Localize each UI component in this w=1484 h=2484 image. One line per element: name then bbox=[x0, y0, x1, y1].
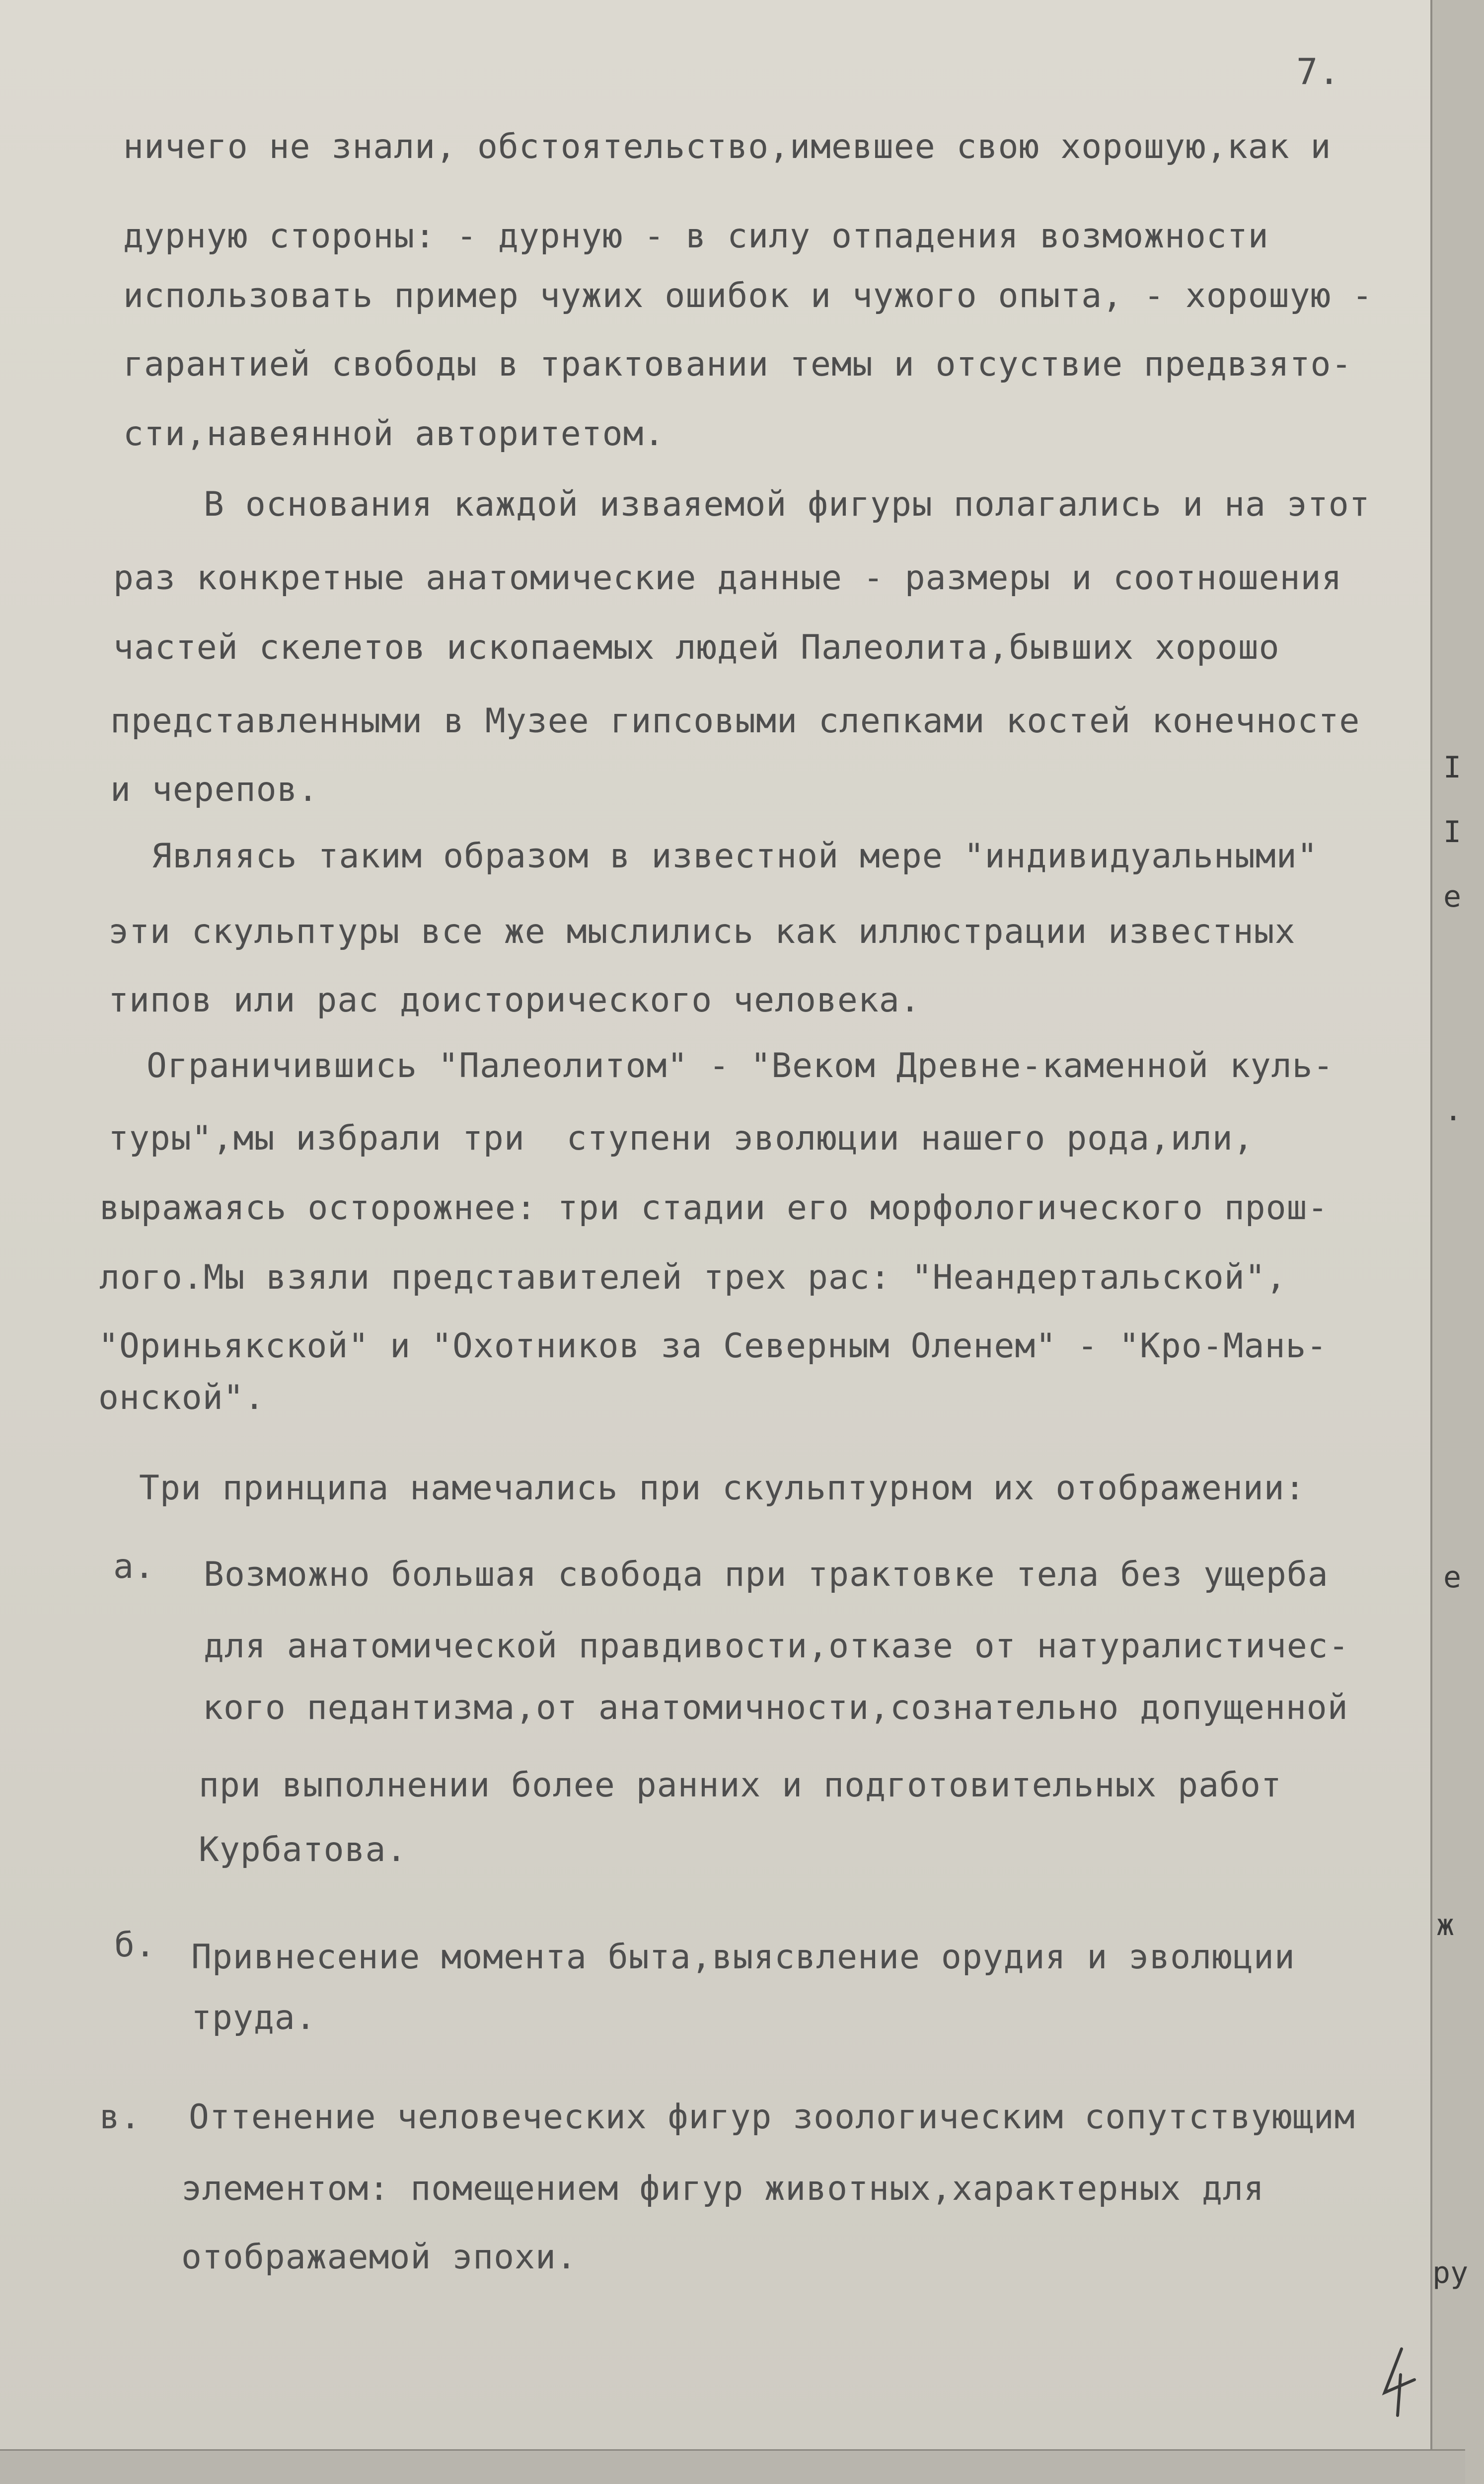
text-line: выражаясь осторожнее: три стадии его морфологического прош- bbox=[99, 1188, 1329, 1228]
text-line: труда. bbox=[191, 1998, 316, 2037]
text-line: кого педантизма,от анатомичности,сознательно допущенной bbox=[203, 1688, 1348, 1727]
list-marker: а. bbox=[113, 1547, 155, 1586]
margin-fragment: е bbox=[1443, 879, 1462, 914]
margin-fragment: ру bbox=[1432, 2255, 1469, 2290]
margin-fragment: I bbox=[1443, 750, 1462, 785]
text-line: Привнесение момента быта,выясвление орудия и эволюции bbox=[191, 1938, 1295, 1977]
margin-fragment: I bbox=[1443, 815, 1462, 850]
margin-fragment: ж bbox=[1436, 1908, 1455, 1942]
text-line: ничего не знали, обстоятельство,имевшее свою хорошую,как и bbox=[123, 127, 1332, 166]
text-line: типов или рас доисторического человека. bbox=[108, 981, 921, 1020]
text-line: онской". bbox=[98, 1378, 265, 1417]
text-line: и черепов. bbox=[110, 770, 319, 809]
text-line: гарантией свободы в трактовании темы и отсуствие предвзято- bbox=[123, 345, 1352, 384]
text-line: туры",мы избрали три ступени эволюции нашего рода,или, bbox=[108, 1119, 1254, 1158]
text-line: Оттенение человеческих фигур зоологическим сопутствующим bbox=[189, 2097, 1355, 2137]
text-line: для анатомической правдивости,отказе от натуралистичес- bbox=[204, 1627, 1349, 1666]
text-line: Являясь таким образом в известной мере "индивидуальными" bbox=[151, 837, 1318, 876]
text-line: дурную стороны: - дурную - в силу отпадения возможности bbox=[123, 217, 1269, 256]
text-line: частей скелетов ископаемых людей Палеолита,бывших хорошо bbox=[113, 628, 1280, 667]
text-line: эти скульптуры все же мыслились как иллюстрации известных bbox=[108, 912, 1296, 951]
margin-fragment: . bbox=[1444, 1093, 1463, 1128]
text-line: сти,навеянной авторитетом. bbox=[123, 414, 665, 454]
list-marker: б. bbox=[114, 1926, 156, 1965]
text-line: использовать пример чужих ошибок и чужого опыта, - хорошую - bbox=[123, 276, 1373, 315]
text-line: представленными в Музее гипсовыми слепками костей конечносте bbox=[110, 701, 1360, 741]
text-line: при выполнении более ранних и подготовительных работ bbox=[199, 1766, 1282, 1805]
text-line: "Ориньякской" и "Охотников за Северным Оленем" - "Кро-Мань- bbox=[98, 1326, 1328, 1366]
text-line: В основания каждой изваяемой фигуры полагались и на этот bbox=[204, 485, 1370, 524]
handwritten-mark bbox=[1376, 2345, 1420, 2419]
text-line: Возможно большая свобода при трактовке тела без ущерба bbox=[204, 1555, 1329, 1594]
text-line: элементом: помещением фигур животных,характерных для bbox=[181, 2169, 1264, 2208]
list-marker: в. bbox=[99, 2097, 141, 2137]
text-line: отображаемой эпохи. bbox=[181, 2238, 577, 2277]
text-line: Три принципа намечались при скульптурном их отображении: bbox=[139, 1469, 1306, 1508]
text-line: Ограничившись "Палеолитом" - "Веком Древне-каменной куль- bbox=[147, 1046, 1334, 1086]
page-number: 7. bbox=[1296, 51, 1340, 92]
text-line: лого.Мы взяли представителей трех рас: "Неандертальской", bbox=[99, 1258, 1287, 1297]
page-bottom-edge bbox=[0, 2449, 1465, 2484]
underlying-page-edge bbox=[1430, 0, 1484, 2484]
text-line: раз конкретные анатомические данные - размеры и соотношения bbox=[113, 558, 1342, 598]
margin-fragment: е bbox=[1443, 1560, 1462, 1595]
text-line: Курбатова. bbox=[199, 1830, 407, 1869]
